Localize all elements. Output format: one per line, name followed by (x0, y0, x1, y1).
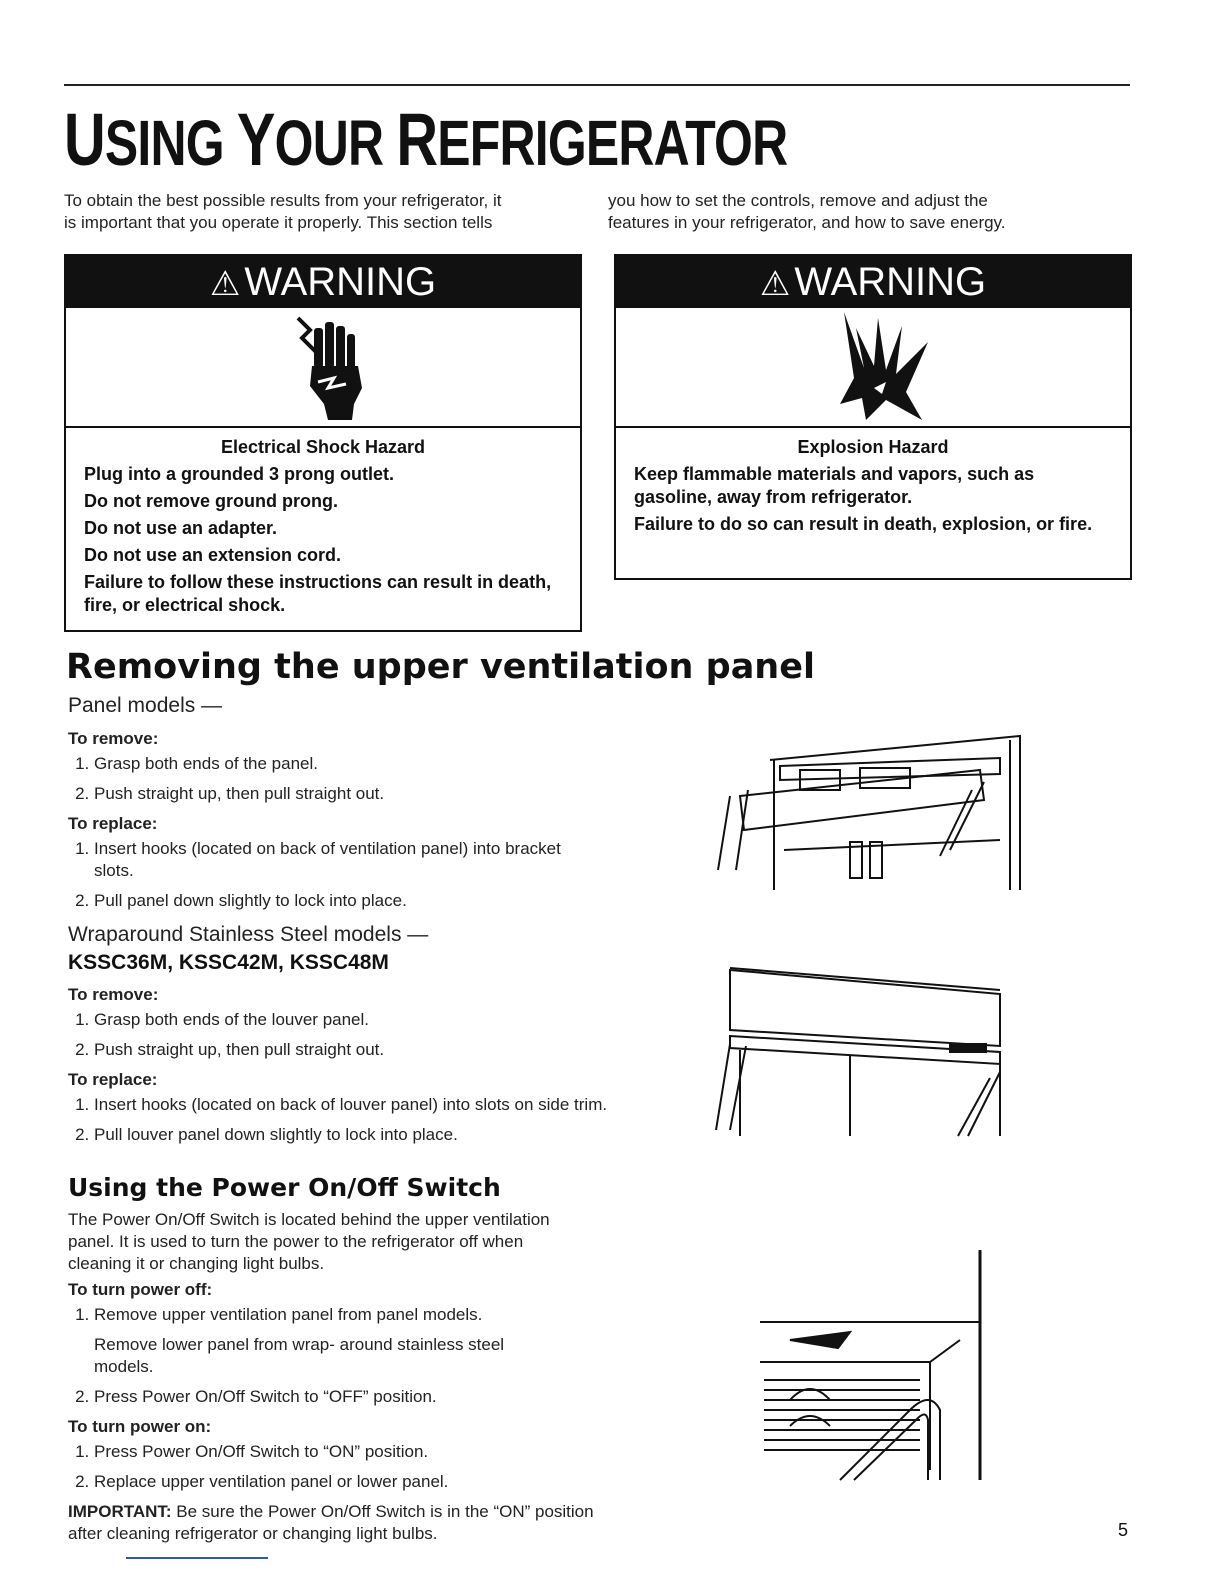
section-title: Removing the upper ventilation panel (66, 647, 815, 687)
intro-right: you how to set the controls, remove and adjust the features in your refrigerator, and how to save energy. (608, 191, 1006, 232)
power-switch-illustration (750, 1250, 1000, 1490)
step: 2. Push straight up, then pull straight out. (94, 783, 628, 805)
step: 2. Pull panel down slightly to lock into place. (94, 890, 628, 912)
remove-label: To remove: (68, 729, 159, 748)
warning-line: Keep flammable materials and vapors, such as gasoline, away from refrigerator. (634, 464, 1035, 507)
warning-box-electrical (64, 254, 582, 632)
hazard-title: Explosion Hazard (797, 437, 949, 457)
intro-left: To obtain the best possible results from your refrigerator, it is important that you operate it properly. This section tells (64, 191, 502, 232)
step: 1. Insert hooks (located on back of ventilation panel) into bracket slots. (94, 838, 628, 882)
wrap-models-instructions (68, 982, 628, 1154)
step: 1. Grasp both ends of the louver panel. (94, 1009, 628, 1031)
warning-line: Failure to follow these instructions can result in death, fire, or electrical shock. (84, 572, 552, 615)
bottom-mark (126, 1557, 268, 1559)
warning-line: Do not remove ground prong. (84, 491, 338, 511)
wrap-models-heading: Wraparound Stainless Steel models — (68, 923, 429, 946)
replace-label: To replace: (68, 1070, 158, 1089)
warning-icon-area (616, 308, 1130, 428)
replace-label: To replace: (68, 814, 158, 833)
warning-line: Failure to do so can result in death, explosion, or fire. (634, 514, 1093, 534)
power-on-label: To turn power on: (68, 1417, 212, 1436)
electrical-shock-hand-icon (66, 308, 580, 426)
step: 2. Pull louver panel down slightly to lock into place. (94, 1124, 628, 1146)
panel-models-instructions (68, 726, 628, 920)
panel-removal-illustration (700, 730, 1030, 900)
page-title: USING YOUR REFRIGERATOR (64, 98, 788, 181)
step: 2. Replace upper ventilation panel or lower panel. (94, 1471, 558, 1493)
explosion-icon (616, 308, 1130, 426)
warning-line: Do not use an adapter. (84, 518, 278, 538)
model-numbers: KSSC36M, KSSC42M, KSSC48M (68, 951, 389, 974)
remove-label: To remove: (68, 985, 159, 1004)
power-intro: The Power On/Off Switch is located behind the upper ventilation panel. It is used to turn the power to the refrigerator off when cleaning it or changing light bulbs. (68, 1210, 550, 1273)
step: 1. Grasp both ends of the panel. (94, 753, 628, 775)
warning-icon-area (66, 308, 580, 428)
warning-line: Plug into a grounded 3 prong outlet. (84, 464, 394, 484)
warning-text (616, 428, 1130, 546)
warning-triangle-icon: ⚠ (209, 265, 241, 303)
step: 2. Press Power On/Off Switch to “OFF” position. (94, 1386, 558, 1408)
hazard-title: Electrical Shock Hazard (220, 437, 426, 457)
page-number: 5 (1118, 1520, 1129, 1540)
warning-line: Do not use an extension cord. (84, 545, 342, 565)
warning-triangle-icon: ⚠ (759, 265, 791, 303)
step: 1. Insert hooks (located on back of louver panel) into slots on side trim. (94, 1094, 628, 1116)
power-off-label: To turn power off: (68, 1280, 213, 1299)
step: 1. Press Power On/Off Switch to “ON” position. (94, 1441, 558, 1463)
important-note: IMPORTANT: Be sure the Power On/Off Switch is in the “ON” position after cleaning refrigerator or changing light bulbs. (68, 1502, 594, 1543)
warning-header: ⚠ WARNING (66, 256, 580, 308)
warning-header: ⚠ WARNING (616, 256, 1130, 308)
panel-models-heading: Panel models — (68, 694, 223, 717)
louver-panel-illustration (700, 960, 1020, 1140)
step: 1. Remove upper ventilation panel from panel models. Remove lower panel from wrap- around stainless steel models. (94, 1304, 558, 1378)
top-rule (64, 84, 1130, 86)
warning-box-explosion (614, 254, 1132, 580)
power-switch-heading: Using the Power On/Off Switch (68, 1173, 501, 1202)
step: 2. Push straight up, then pull straight out. (94, 1039, 628, 1061)
warning-text (66, 428, 580, 627)
power-switch-instructions (68, 1209, 594, 1545)
